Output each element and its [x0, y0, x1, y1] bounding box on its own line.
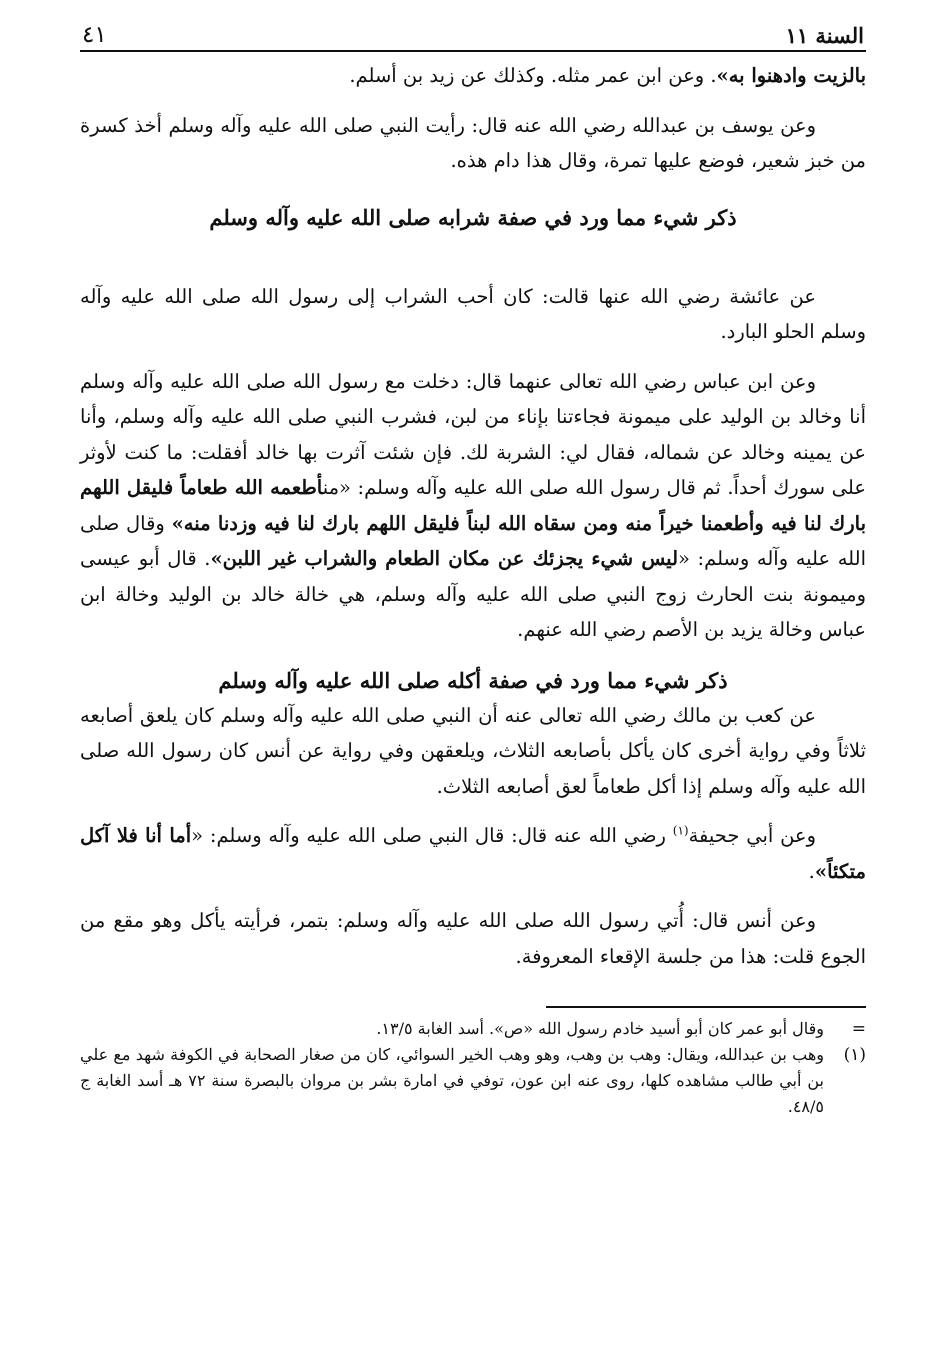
paragraph-4-bold-1: أطعمه الله طعاماً فليقل اللهم بارك لنا فيه وأطعمنا خيراً منه ومن سقاه الله لبناً فليقل اللهم بارك لنا فيه وزدنا منه» [80, 476, 867, 535]
paragraph-6-part-2: رضي الله عنه قال: قال النبي صلى الله عليه وآله وسلم: « [191, 824, 673, 847]
footnote-continuation [80, 1016, 866, 1042]
running-header [80, 18, 866, 52]
paragraph-4-part-1: وعن ابن عباس رضي الله تعالى عنهما قال: دخلت مع رسول الله صلى الله عليه وآله وسلم أنا وخالد بن الوليد على ميمونة فجاءتنا بإناء من لبن، فشرب النبي صلى الله عليه وآله وسلم، وأنا عن يمينه وخالد عن شماله، فقال لي: الشربة لك. فإن شئت آثرت بها خالد أفقلت: ما كنت لأوثر على سورك أحداً. ثم قال رسول الله صلى الله عليه وآله وسلم: «من [80, 369, 866, 499]
footnote-1 [80, 1042, 866, 1120]
main-text [80, 58, 866, 974]
paragraph-4-part-3: . قال أبو عيسى وميمونة بنت الحارث زوج النبي صلى الله عليه وآله وسلم، هي خالة خالد بن الوليد وخالة ابن عباس وخالة يزيد بن الأصم رضي الله عنهم. [80, 547, 866, 641]
footnote-ref-1: (١) [672, 823, 689, 838]
paragraph-1-bold-lead: بالزيت وادهنوا به» [716, 64, 866, 87]
paragraph-6-bold: أما أنا فلا آكل متكئاً» [80, 824, 866, 883]
footnote-marker: = [851, 1019, 866, 1039]
footnote-marker: (١) [843, 1045, 866, 1065]
paragraph-1 [80, 58, 866, 94]
paragraph-4-part-2: وقال صلى الله عليه وآله وسلم: « [80, 511, 866, 570]
page-number: ٤١ [82, 22, 107, 48]
paragraph-5: عن كعب بن مالك رضي الله تعالى عنه أن النبي صلى الله عليه وآله وسلم كان يلعق أصابعه ثلاثاً وفي رواية أخرى كان يأكل بأصابعه الثلاث، ويلعقهن وفي رواية عن أنس كان رسول الله صلى الله عليه وآله وسلم إذا أكل طعاماً لعق أصابعه الثلاث. [80, 703, 866, 798]
footnote-text: وهب بن عبدالله، ويقال: وهب بن وهب، وهو وهب الخير السوائي، كان من صغار الصحابة في الكوفة شهد مع علي بن أبي طالب مشاهده كلها، روى عنه ابن عون، توفي في امارة بشر بن مروان بالبصرة سنة ٧٢ هـ أسد الغابة ج ٤٨/٥. [80, 1045, 824, 1116]
footnote-text: وقال أبو عمر كان أبو أسيد خادم رسول الله «ص». أسد الغابة ١٣/٥. [376, 1019, 824, 1038]
footnotes [80, 1016, 866, 1120]
section-heading-drink: ذكر شيء مما ورد في صفة شرابه صلى الله عليه وآله وسلم [209, 204, 737, 230]
paragraph-2: وعن يوسف بن عبدالله رضي الله عنه قال: رأيت النبي صلى الله عليه وآله وسلم أخذ كسرة من خبز شعير، فوضع عليها تمرة، وقال هذا دام هذه. [80, 113, 866, 172]
paragraph-6-part-3: . [808, 859, 815, 883]
paragraph-6-part-1: وعن أبي جحيفة [688, 824, 816, 847]
paragraph-6 [80, 818, 866, 889]
section-heading-food: ذكر شيء مما ورد في صفة أكله صلى الله عليه وآله وسلم [218, 667, 728, 693]
book-page [80, 18, 866, 1120]
paragraph-1-text: . وعن ابن عمر مثله. وكذلك عن زيد بن أسلم. [349, 64, 717, 87]
paragraph-4 [80, 364, 866, 648]
paragraph-4-bold-2: ليس شيء يجزئك عن مكان الطعام والشراب غير اللبن» [210, 547, 679, 570]
paragraph-7: وعن أنس قال: أُتي رسول الله صلى الله عليه وآله وسلم: بتمر، فرأيته يأكل وهو مقع من الجوع قلت: هذا من جلسة الإقعاء المعروفة. [80, 909, 866, 968]
paragraph-3: عن عائشة رضي الله عنها قالت: كان أحب الشراب إلى رسول الله صلى الله عليه وآله وسلم الحلو البارد. [80, 284, 866, 343]
footnote-divider [546, 1006, 866, 1008]
running-title: السنة ١١ [785, 23, 864, 48]
